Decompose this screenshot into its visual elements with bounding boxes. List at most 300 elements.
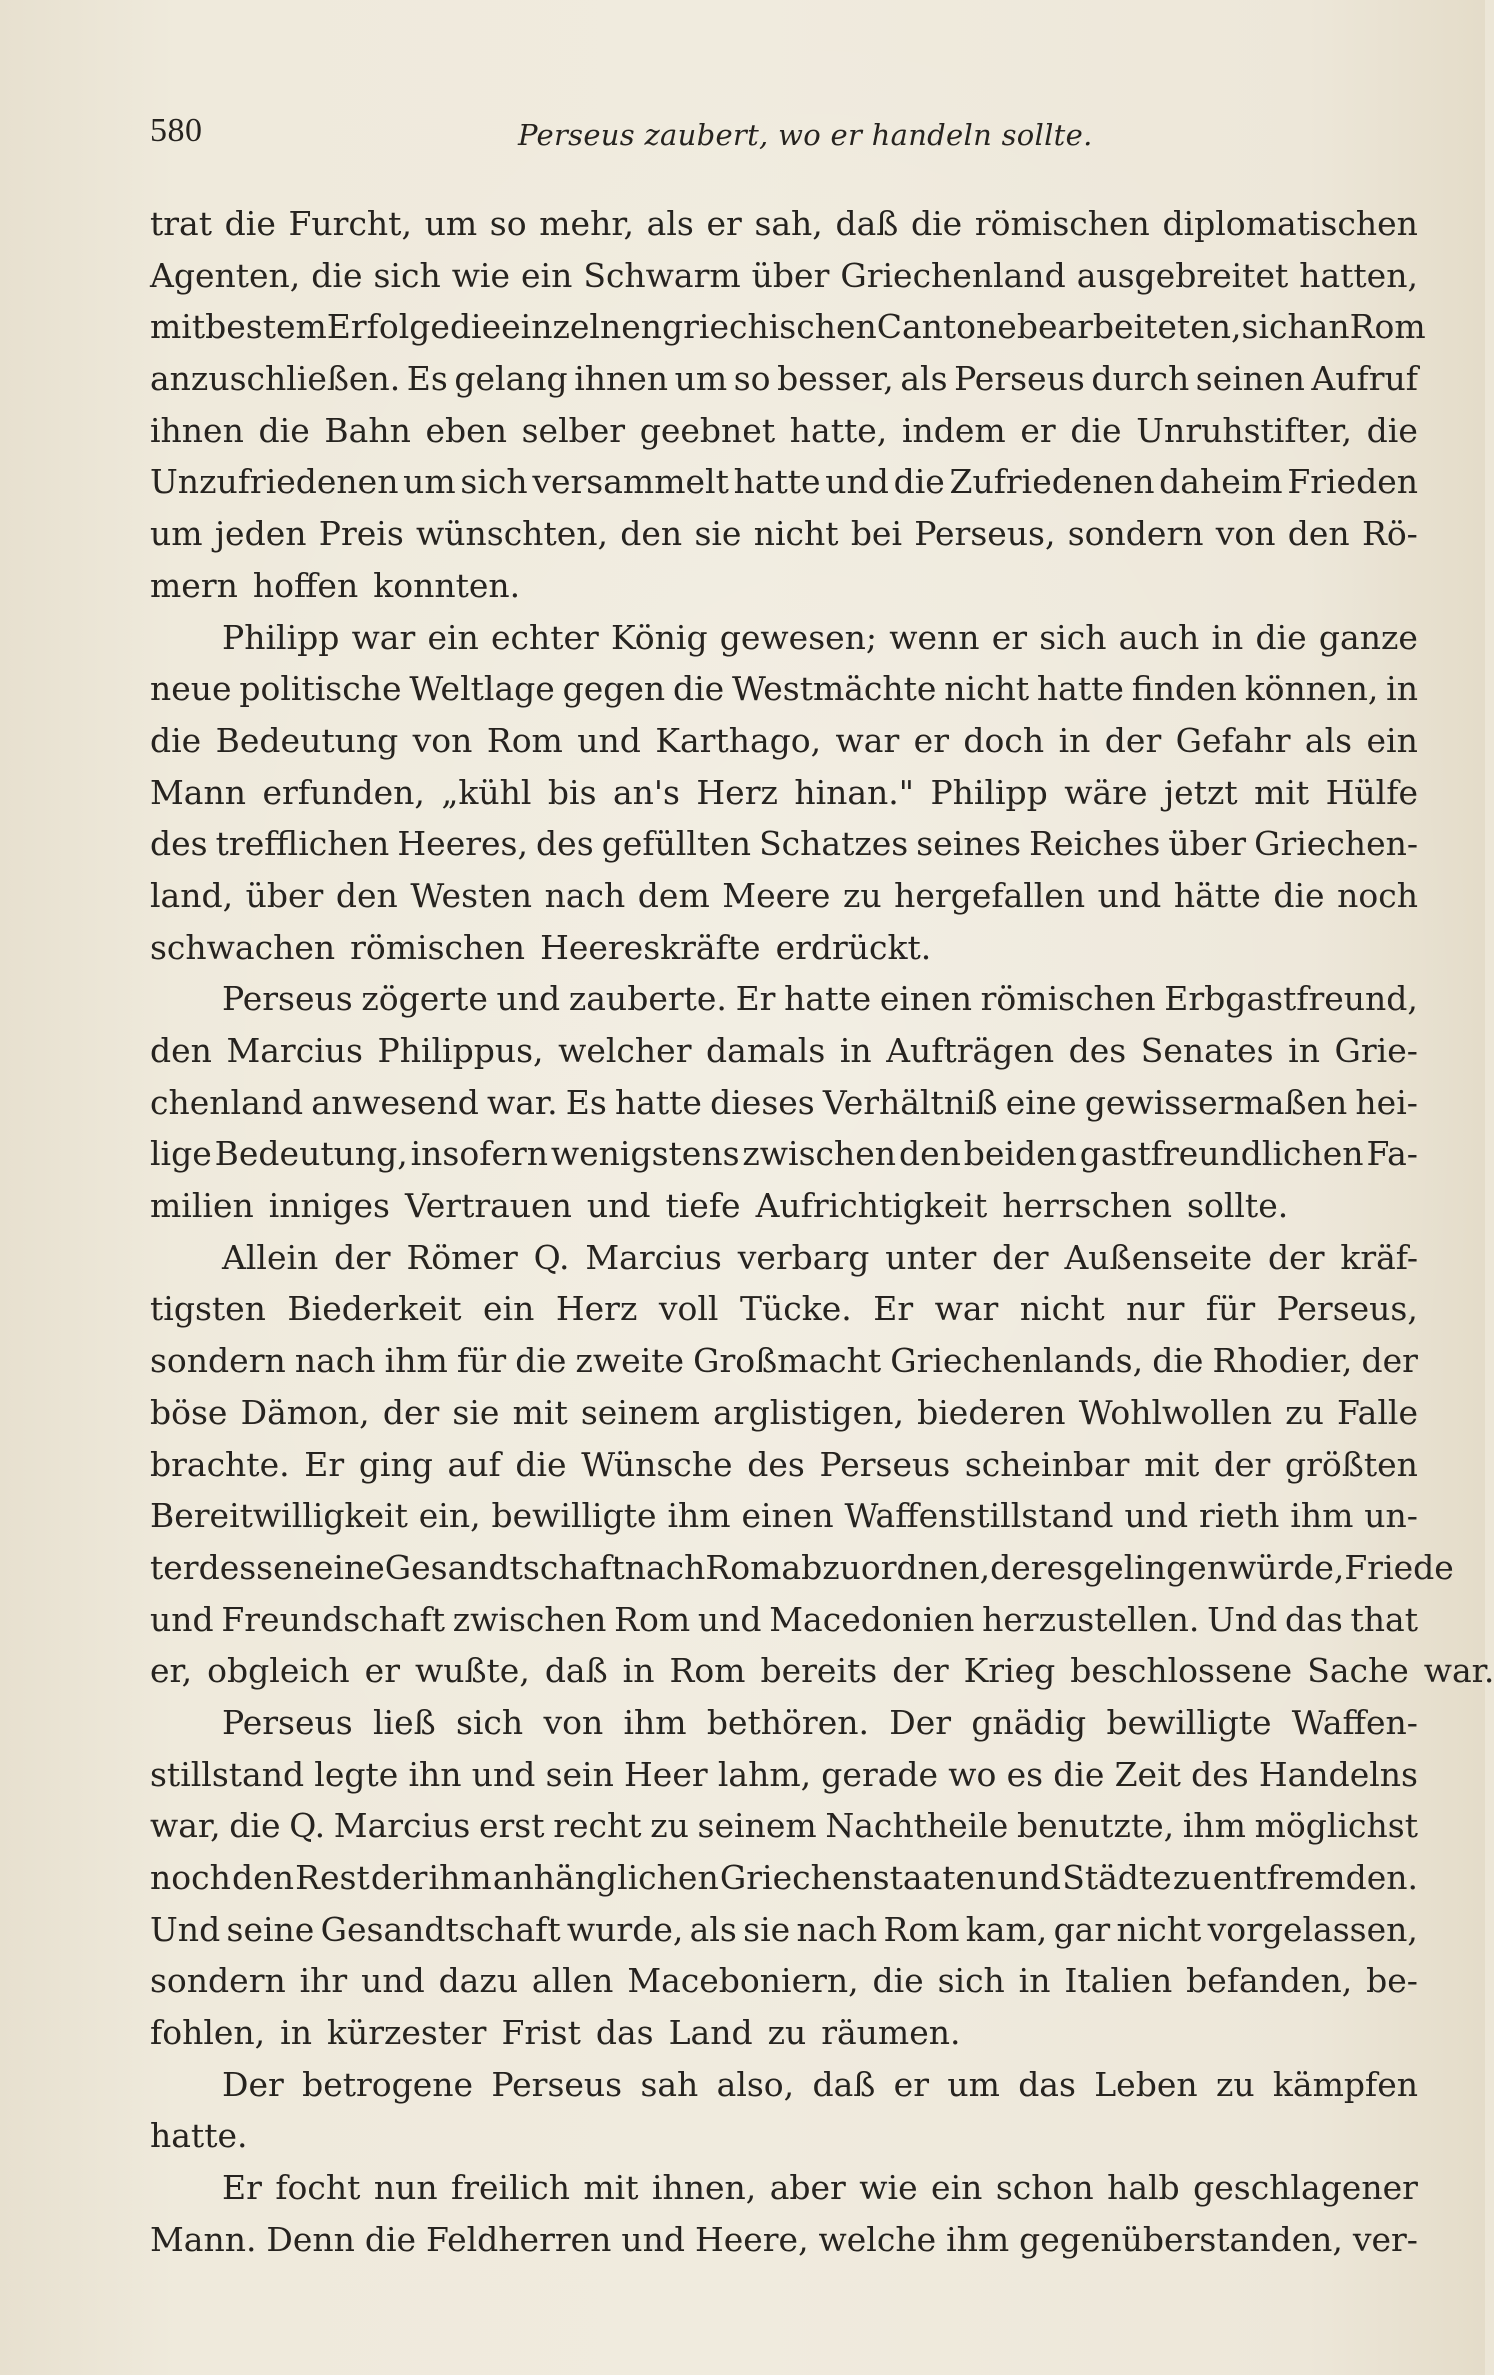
word: ihm — [428, 1858, 492, 1897]
word: Agenten, — [150, 255, 301, 295]
word: sondern — [150, 1341, 286, 1381]
word: als — [646, 204, 694, 243]
word: Er — [222, 2168, 262, 2208]
word: mit — [583, 2168, 639, 2208]
word: in — [1386, 669, 1418, 709]
word: der — [1268, 1237, 1325, 1277]
word: sich — [1039, 617, 1107, 657]
word: und — [496, 979, 561, 1019]
word: gerade — [821, 1754, 939, 1794]
word: daheim — [1159, 462, 1283, 502]
word: der — [1361, 1341, 1418, 1381]
word: war — [351, 617, 416, 657]
word: ihnen — [150, 410, 244, 450]
word: einzelnen — [501, 307, 662, 347]
word: Heere, — [694, 2219, 809, 2259]
word: hoffen — [252, 565, 359, 605]
word: ließ — [372, 1702, 436, 1742]
word: zögerte — [361, 979, 488, 1019]
word: ver- — [1352, 2219, 1418, 2259]
word: sollte. — [1187, 1186, 1289, 1226]
word: als — [1304, 720, 1353, 760]
word: kämpfen — [1272, 2064, 1418, 2104]
word: Es — [565, 1082, 607, 1122]
word: jeden — [214, 514, 307, 554]
word: eine — [313, 1547, 385, 1587]
word: mit — [1144, 1444, 1200, 1484]
word: Zufriedenen — [949, 462, 1155, 502]
word: in — [280, 2013, 312, 2053]
word: Wohlwollen — [1078, 1392, 1273, 1432]
word: herzustellen. — [982, 1599, 1200, 1639]
word: Erbgastfreund, — [1164, 979, 1418, 1019]
word: ein — [521, 255, 573, 295]
word: ihm — [946, 2219, 1010, 2259]
word: legte — [314, 1754, 399, 1794]
word: so — [733, 359, 771, 399]
word: zu — [767, 2013, 807, 2053]
word: ein — [931, 2168, 983, 2208]
word: hergefallen — [894, 875, 1086, 915]
word: Falle — [1337, 1392, 1418, 1432]
word: als — [689, 1909, 737, 1949]
word: römischen — [980, 979, 1156, 1019]
word: die — [1273, 875, 1325, 915]
text-line — [150, 353, 1418, 405]
word: rieth — [1199, 1496, 1280, 1536]
text-line — [150, 1128, 1418, 1180]
word: möglichst — [1254, 1806, 1418, 1846]
word: ihm — [623, 1702, 687, 1742]
word: brachte. — [150, 1444, 290, 1484]
word: Biederkeit — [287, 1289, 462, 1329]
word: kam, — [965, 1909, 1048, 1949]
word: gewesen; — [719, 617, 878, 657]
word: welche — [818, 2219, 937, 2259]
word: stillstand — [150, 1754, 305, 1794]
word: Krieg — [963, 1651, 1056, 1691]
word: Bedeutung — [215, 720, 399, 760]
word: nicht — [1116, 1909, 1202, 1949]
word: sie — [743, 1909, 791, 1949]
word: Gesandtschaft — [384, 1547, 625, 1587]
word: sein — [545, 1754, 614, 1794]
word: lige — [150, 1134, 212, 1174]
word: seine — [226, 1909, 315, 1949]
text-line — [150, 612, 1418, 664]
text-line — [150, 2214, 1418, 2266]
word: von — [1215, 514, 1276, 554]
word: noch — [1337, 875, 1418, 915]
word: in — [1018, 1961, 1051, 2001]
word: über — [751, 255, 830, 295]
word: anwesend — [311, 1082, 479, 1122]
word: Herz — [555, 1289, 638, 1329]
word: focht — [275, 2168, 361, 2208]
word: Griechenlands, — [890, 1341, 1144, 1381]
word: und — [361, 1961, 425, 2001]
word: die — [311, 255, 363, 295]
word: voll — [658, 1289, 719, 1329]
word: gegen — [562, 669, 666, 709]
word: milien — [150, 1186, 254, 1226]
word: gefüllten — [601, 824, 751, 864]
word: Mann — [150, 772, 246, 812]
word: in — [622, 1651, 655, 1691]
word: den — [1287, 514, 1350, 554]
word: Perseus — [222, 979, 353, 1019]
word: biederen — [917, 1392, 1066, 1432]
word: Außenseite — [1064, 1237, 1253, 1277]
word: er, — [150, 1651, 193, 1691]
text-line — [150, 2162, 1418, 2214]
word: und — [150, 1599, 214, 1639]
word: Es — [406, 359, 448, 399]
word: Maceboniern, — [627, 1961, 859, 2001]
word: Grie- — [1334, 1031, 1418, 1070]
word: nach — [624, 1547, 706, 1587]
word: chenland — [150, 1082, 304, 1122]
word: gegenüberstanden, — [1019, 2219, 1343, 2259]
word: der — [382, 1392, 440, 1432]
word: einen — [741, 1496, 834, 1536]
word: Leben — [1094, 2064, 1198, 2104]
word: ein — [483, 1289, 535, 1329]
word: Städte — [1062, 1858, 1172, 1897]
word: Meere — [722, 875, 831, 915]
word: Nachtheile — [825, 1806, 1009, 1846]
word: Dämon, — [240, 1392, 370, 1432]
word: gar — [1053, 1909, 1111, 1949]
word: hatte — [784, 979, 872, 1019]
word: Rom — [883, 1909, 960, 1949]
word: Griechenstaaten — [719, 1858, 997, 1897]
word: ein — [1366, 720, 1418, 760]
word: ihnen — [574, 359, 669, 399]
word: nach — [294, 1341, 376, 1381]
word: Rom — [614, 1599, 691, 1639]
word: Italien — [1064, 1961, 1173, 2001]
word: erst — [478, 1806, 545, 1846]
word: Der — [889, 1702, 952, 1742]
word: sah, — [754, 204, 823, 243]
word: er — [364, 1651, 400, 1691]
word: der — [334, 1237, 391, 1277]
word: Rö- — [1361, 514, 1418, 554]
text-line — [150, 1904, 1418, 1956]
word: be- — [1366, 1961, 1418, 2001]
word: Griechen- — [1254, 824, 1418, 864]
word: jetzt — [1163, 772, 1238, 812]
word: kräf- — [1340, 1237, 1418, 1277]
word: den — [335, 875, 398, 915]
text-line — [150, 1283, 1418, 1335]
word: wäre — [1064, 772, 1148, 812]
word: Rom — [669, 1651, 746, 1691]
word: abzuordnen, — [781, 1547, 991, 1587]
word: Fa- — [1366, 1134, 1418, 1174]
word: römischen — [974, 204, 1150, 243]
word: und — [697, 1599, 762, 1639]
text-line — [150, 870, 1418, 922]
word: und — [997, 1858, 1062, 1897]
word: anzuschließen. — [150, 359, 401, 399]
word: echter — [490, 617, 599, 657]
word: lahm, — [717, 1754, 812, 1794]
text-line — [150, 1387, 1418, 1439]
word: die — [1053, 1754, 1105, 1794]
word: war, — [150, 1806, 221, 1846]
word: den — [898, 1134, 961, 1174]
word: sich — [455, 1702, 524, 1742]
text-line — [150, 198, 1418, 250]
text-line — [150, 2110, 1418, 2162]
word: versammelt — [532, 462, 729, 502]
word: gelingen — [1083, 1547, 1228, 1587]
word: also, — [716, 2064, 795, 2104]
word: trefflichen — [215, 824, 390, 864]
word: zweite — [575, 1341, 685, 1381]
word: hatte. — [150, 2116, 248, 2156]
word: ihm — [667, 1496, 731, 1536]
word: erdrückt. — [775, 927, 932, 967]
word: nun — [373, 2168, 438, 2208]
word: Philipp — [222, 617, 340, 657]
word: wenn — [889, 617, 980, 657]
word: hätte — [1173, 875, 1261, 915]
word: die — [449, 307, 502, 347]
word: hatten, — [1299, 255, 1418, 295]
word: bearbeiteten, — [1016, 307, 1242, 347]
word: und — [471, 1754, 536, 1794]
word: Gefahr — [1175, 720, 1291, 760]
word: zu — [1172, 1858, 1212, 1897]
word: terdessen — [150, 1547, 314, 1587]
word: größten — [1285, 1444, 1418, 1484]
word: Rom — [1349, 307, 1426, 347]
word: in — [1211, 617, 1244, 657]
word: „kühl — [441, 772, 532, 812]
word: eben — [425, 410, 507, 450]
text-line — [150, 1180, 1418, 1232]
word: um — [150, 514, 203, 554]
word: neue — [150, 669, 232, 709]
word: Aufträgen — [886, 1031, 1055, 1070]
word: den — [620, 514, 683, 554]
word: daß — [812, 2064, 876, 2104]
word: halb — [1107, 2168, 1180, 2208]
word: Denn — [266, 2219, 355, 2259]
word: wie — [859, 2168, 918, 2208]
word: zu — [1215, 2064, 1255, 2104]
word: Zeit — [1114, 1754, 1181, 1794]
word: um — [947, 2064, 1000, 2104]
word: und — [825, 462, 889, 502]
word: betrogene — [302, 2064, 474, 2104]
word: das — [595, 2013, 654, 2053]
text-line — [150, 1077, 1418, 1129]
text-line — [150, 2007, 1418, 2059]
word: land, — [150, 875, 234, 915]
text-line — [150, 301, 1426, 353]
word: Perseus — [954, 359, 1085, 399]
word: bewilligte — [1106, 1702, 1272, 1742]
word: schwachen — [150, 927, 336, 967]
text-line — [150, 663, 1418, 715]
word: Mann. — [150, 2219, 257, 2259]
text-line — [150, 1594, 1418, 1646]
word: befanden, — [1186, 1961, 1353, 2001]
word: schon — [995, 2168, 1094, 2208]
word: des — [1068, 1031, 1127, 1070]
word: es — [1046, 1547, 1084, 1587]
word: Westen — [410, 875, 533, 915]
word: ihm — [384, 1341, 448, 1381]
word: bestem — [205, 307, 327, 347]
word: that — [1350, 1599, 1418, 1639]
word: Cantone — [876, 307, 1017, 347]
word: das — [1285, 1599, 1343, 1639]
word: inniges — [268, 1186, 390, 1226]
word: sich — [373, 255, 441, 295]
word: Schatzes — [759, 824, 909, 864]
word: ein — [427, 617, 479, 657]
word: Römer — [406, 1237, 518, 1277]
word: so — [489, 204, 527, 243]
word: dazu — [438, 1961, 519, 2001]
word: noch — [150, 1858, 231, 1897]
word: die — [258, 410, 310, 450]
word: Heer — [624, 1754, 708, 1794]
word: wünschten, — [416, 514, 608, 554]
word: der — [992, 1237, 1049, 1277]
text-line — [150, 1439, 1418, 1491]
word: recht — [553, 1806, 642, 1846]
word: beiden — [963, 1134, 1077, 1174]
word: um — [403, 462, 456, 502]
word: Herz — [696, 772, 778, 812]
text-line — [150, 1542, 1454, 1594]
word: sich — [937, 1961, 1005, 2001]
text-line — [150, 973, 1418, 1025]
word: Er — [735, 979, 776, 1019]
word: die — [364, 2219, 417, 2259]
word: seines — [916, 824, 1022, 864]
word: zauberte. — [568, 979, 727, 1019]
word: scheinbar — [964, 1444, 1130, 1484]
text-line — [150, 405, 1418, 457]
word: gelang — [454, 359, 568, 399]
word: Perseus, — [1276, 1289, 1418, 1329]
text-line — [150, 1697, 1418, 1749]
word: politische — [239, 669, 402, 709]
page-number: 580 — [150, 112, 203, 149]
word: über — [245, 875, 324, 915]
word: die — [1366, 410, 1418, 450]
word: hatte — [733, 462, 821, 502]
word: geschlagener — [1193, 2168, 1418, 2208]
word: Gesandtschaft — [320, 1909, 561, 1949]
word: hatte — [614, 1082, 702, 1122]
word: des — [150, 824, 208, 864]
word: finden — [1131, 669, 1237, 709]
word: römischen — [350, 927, 526, 967]
word: Karthago, — [655, 720, 822, 760]
text-line — [150, 560, 1418, 612]
word: an — [1308, 307, 1350, 347]
word: Marcius — [226, 1031, 363, 1070]
text-line — [150, 1955, 1418, 2007]
word: Macedonien — [769, 1599, 975, 1639]
word: tiefe — [665, 1186, 741, 1226]
word: Freundschaft — [221, 1599, 446, 1639]
text-line — [150, 1645, 1494, 1697]
word: einen — [879, 979, 972, 1019]
word: gastfreundlichen — [1079, 1134, 1364, 1174]
word: des — [747, 1444, 805, 1484]
word: Bahn — [324, 410, 411, 450]
word: Bedeutung, — [214, 1134, 408, 1174]
word: Heeres, — [397, 824, 528, 864]
word: Perseus — [819, 1444, 951, 1484]
word: als — [900, 359, 948, 399]
word: wußte, — [414, 1651, 530, 1691]
word: unter — [885, 1237, 977, 1277]
word: die — [229, 1806, 281, 1846]
word: Rhodier, — [1212, 1341, 1353, 1381]
word: die — [672, 669, 725, 709]
word: wie — [451, 255, 511, 295]
word: das — [1018, 2064, 1076, 2104]
word: er — [893, 2064, 929, 2104]
text-line — [150, 456, 1418, 508]
word: Frieden — [1287, 462, 1418, 502]
word: gnädig — [971, 1702, 1087, 1742]
word: hatte, — [789, 410, 888, 450]
word: Rest — [295, 1858, 370, 1897]
word: sondern — [1067, 514, 1204, 554]
word: daß — [835, 204, 899, 243]
word: Rom — [486, 720, 563, 760]
word: un- — [1364, 1496, 1418, 1536]
word: für — [1205, 1289, 1256, 1329]
word: nach — [796, 1909, 878, 1949]
word: Marcius — [333, 1806, 471, 1846]
word: nicht — [1019, 1289, 1105, 1329]
word: ihm — [1182, 1806, 1246, 1846]
word: seinen — [1195, 359, 1305, 399]
word: konnten. — [373, 565, 521, 605]
word: ausgebreitet — [1076, 255, 1289, 295]
word: Westmächte — [732, 669, 937, 709]
word: Friede — [1344, 1547, 1454, 1587]
word: Er — [873, 1289, 914, 1329]
word: Verhältniß — [822, 1082, 998, 1122]
word: ging — [358, 1444, 433, 1484]
word: ihr — [299, 1961, 348, 2001]
word: ihm — [1290, 1496, 1354, 1536]
word: König — [611, 617, 708, 657]
word: über — [1168, 824, 1247, 864]
text-line — [150, 1800, 1418, 1852]
word: Erfolge — [326, 307, 450, 347]
word: mehr, — [539, 204, 634, 243]
word: entfremden. — [1212, 1858, 1418, 1897]
word: sie — [452, 1392, 500, 1432]
word: Unruhstifter, — [1136, 410, 1352, 450]
word: Philipp — [930, 772, 1048, 812]
word: vorgelassen, — [1207, 1909, 1418, 1949]
